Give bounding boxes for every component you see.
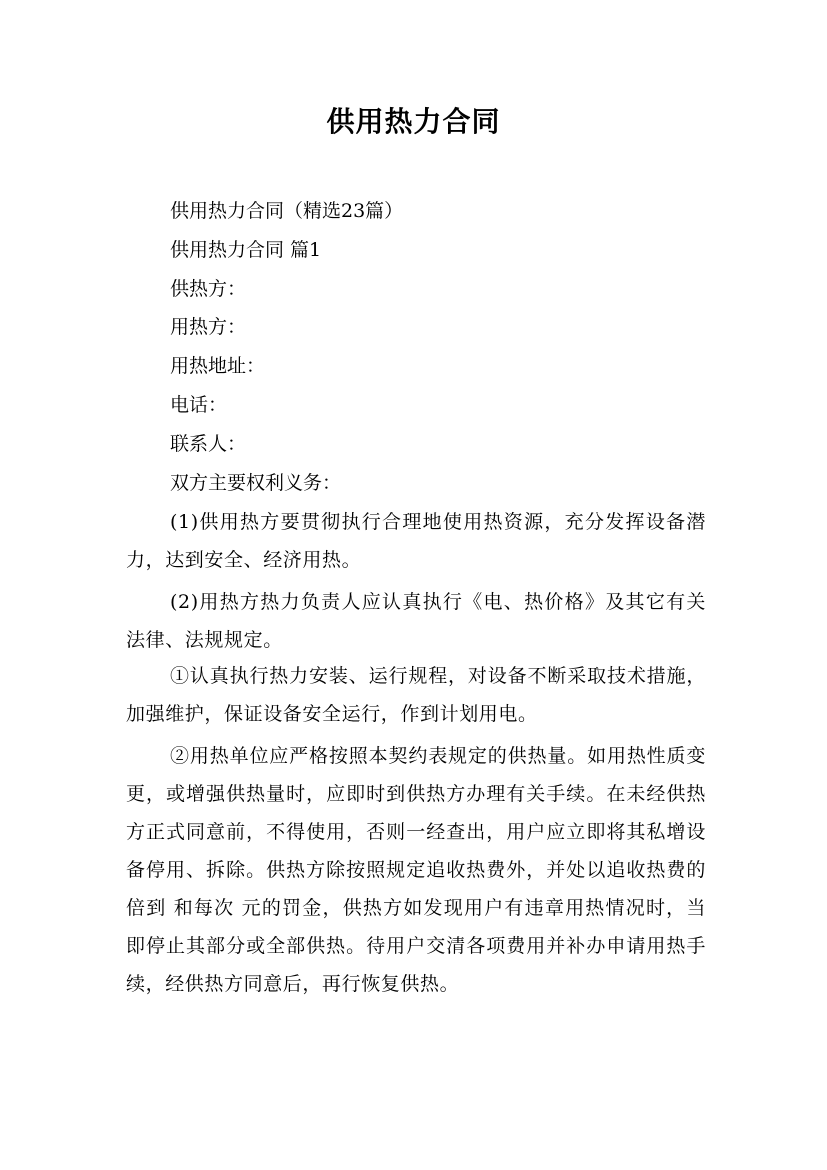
section-heading: 供用热力合同 篇1 — [170, 239, 322, 261]
field-phone: 电话： — [170, 394, 228, 416]
field-heat-user: 用热方： — [170, 316, 247, 338]
clause-2: (2)用热方热力负责人应认真执行《电、热价格》及其它有关法律、法规规定。 — [126, 591, 706, 651]
field-heat-supplier: 供热方： — [170, 278, 247, 300]
clause-2-item-2: ②用热单位应严格按照本契约表规定的供热量。如用热性质变更，或增强供热量时，应即时到供热方办理有关手续。在未经供热方正式同意前，不得使用，否则一经查出，用户应立即将其私增设备停用、拆除。供热方除按照规定追收热费外，并处以追收热费的 倍到 和每次 元的罚金，供热方如发现用户有违章用热情况时，当即停止其部分或全部供热。待用户交清各项费用并补办申请用热手续，经供热方同意后，再行恢复供热。 — [126, 745, 706, 995]
clause-1: (1)供用热方要贯彻执行合理地使用热资源，充分发挥设备潜力，达到安全、经济用热。 — [126, 511, 706, 571]
clause-2-item-1: ①认真执行热力安装、运行规程，对设备不断采取技术措施，加强维护，保证设备安全运行，作到计划用电。 — [126, 665, 706, 725]
rights-heading: 双方主要权利义务： — [170, 472, 342, 494]
field-heat-address: 用热地址： — [170, 355, 266, 377]
subtitle-line: 供用热力合同（精选23篇） — [170, 200, 404, 222]
field-contact: 联系人： — [170, 433, 247, 455]
document-title: 供用热力合同 — [326, 105, 501, 138]
